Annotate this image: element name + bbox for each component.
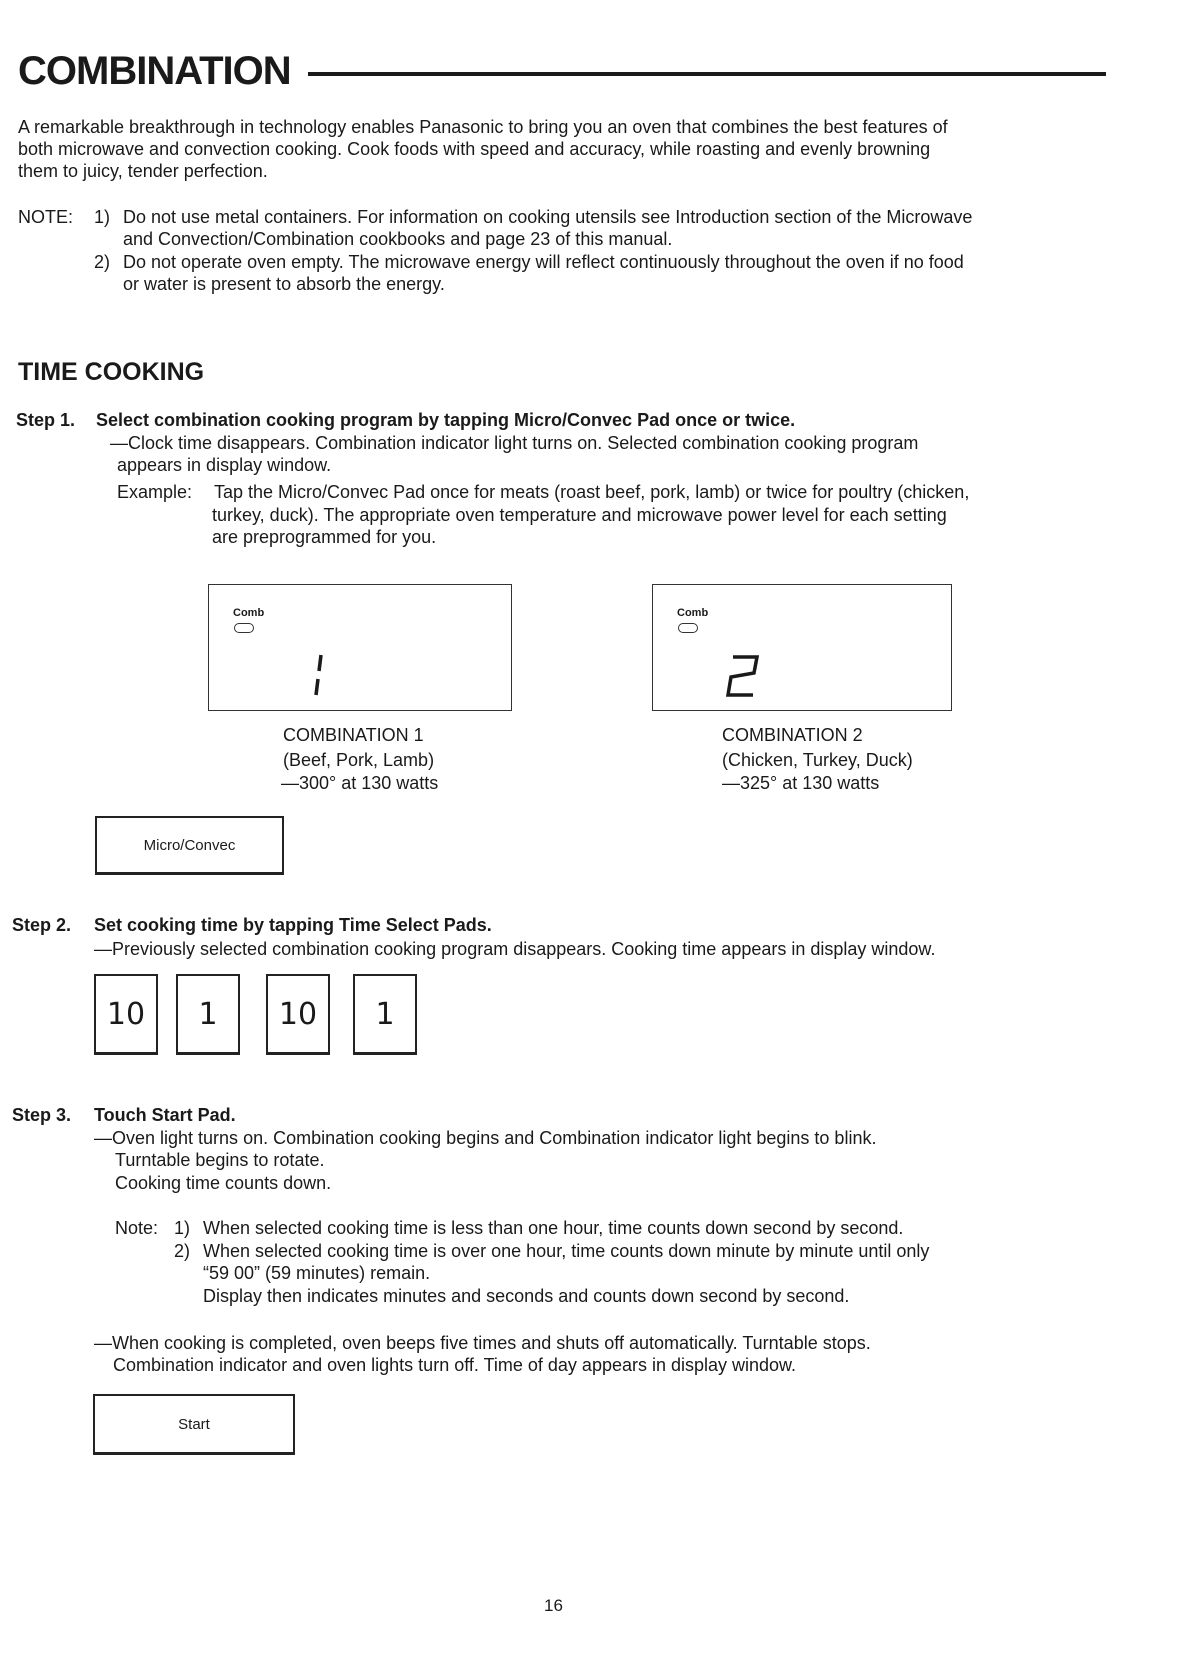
note-line: “59 00” (59 minutes) remain.	[203, 1263, 431, 1283]
display-caption: —300° at 130 watts	[281, 773, 439, 793]
intro-line: both microwave and convection cooking. Cook foods with speed and accuracy, while roasting and evenly browning	[18, 139, 931, 159]
example-text: Tap the Micro/Convec Pad once for meats (roast beef, pork, lamb) or twice for poultry (chicken,	[214, 482, 970, 502]
step-text: Cooking time counts down.	[115, 1173, 332, 1193]
page-title: COMBINATION	[18, 49, 291, 93]
note-number: 2)	[94, 252, 111, 272]
display-caption: COMBINATION 1	[283, 725, 424, 745]
comb-indicator-light	[234, 623, 254, 633]
note-label: NOTE:	[18, 207, 74, 227]
segment-digit-1	[299, 651, 339, 699]
note-line: and Convection/Combination cookbooks and page 23 of this manual.	[123, 229, 673, 249]
note-label: Note:	[115, 1218, 159, 1238]
time-select-pad-1[interactable]: 1	[353, 974, 417, 1055]
section-heading: TIME COOKING	[18, 358, 205, 386]
step-text: Turntable begins to rotate.	[115, 1150, 325, 1170]
note-number: 1)	[94, 207, 111, 227]
comb-indicator-label: Comb	[677, 607, 709, 619]
note-number: 2)	[174, 1241, 191, 1261]
display-caption: (Chicken, Turkey, Duck)	[722, 750, 913, 770]
start-pad[interactable]: Start	[93, 1394, 295, 1455]
intro-line: them to juicy, tender perfection.	[18, 161, 268, 181]
step-label: Step 3.	[12, 1105, 72, 1125]
note-line: Display then indicates minutes and seconds and counts down second by second.	[203, 1286, 850, 1306]
step-text: —Previously selected combination cooking program disappears. Cooking time appears in display window.	[94, 939, 936, 959]
segment-digit-2	[723, 651, 767, 699]
page-number: 16	[544, 1596, 563, 1615]
step-text: —Oven light turns on. Combination cooking begins and Combination indicator light begins to blink.	[94, 1128, 877, 1148]
step-heading: Select combination cooking program by tapping Micro/Convec Pad once or twice.	[96, 410, 796, 430]
display-caption: COMBINATION 2	[722, 725, 863, 745]
note-line: or water is present to absorb the energy.	[123, 274, 445, 294]
step-text: —Clock time disappears. Combination indicator light turns on. Selected combination cooking program	[110, 433, 919, 453]
step-text: —When cooking is completed, oven beeps five times and shuts off automatically. Turntable stops.	[94, 1333, 871, 1353]
display-window-1	[208, 584, 512, 711]
step-text: Combination indicator and oven lights turn off. Time of day appears in display window.	[113, 1355, 797, 1375]
time-select-pad-10[interactable]: 10	[94, 974, 158, 1055]
display-caption: (Beef, Pork, Lamb)	[283, 750, 435, 770]
comb-indicator-light	[678, 623, 698, 633]
step-heading: Touch Start Pad.	[94, 1105, 236, 1125]
note-line: When selected cooking time is over one hour, time counts down minute by minute until only	[203, 1241, 930, 1261]
micro-convec-pad[interactable]: Micro/Convec	[95, 816, 284, 875]
title-rule	[308, 72, 1106, 76]
note-line: Do not use metal containers. For information on cooking utensils see Introduction section of the Microwave	[123, 207, 973, 227]
step-text: appears in display window.	[117, 455, 332, 475]
example-text: are preprogrammed for you.	[212, 527, 437, 547]
note-line: Do not operate oven empty. The microwave energy will reflect continuously throughout the oven if no food	[123, 252, 964, 272]
step-label: Step 2.	[12, 915, 72, 935]
note-number: 1)	[174, 1218, 191, 1238]
step-label: Step 1.	[16, 410, 76, 430]
note-line: When selected cooking time is less than one hour, time counts down second by second.	[203, 1218, 904, 1238]
time-select-pad-10[interactable]: 10	[266, 974, 330, 1055]
display-window-2	[652, 584, 952, 711]
time-select-pad-1[interactable]: 1	[176, 974, 240, 1055]
step-heading: Set cooking time by tapping Time Select Pads.	[94, 915, 492, 935]
intro-line: A remarkable breakthrough in technology enables Panasonic to bring you an oven that combines the best features of	[18, 117, 948, 137]
display-caption: —325° at 130 watts	[722, 773, 880, 793]
example-label: Example:	[117, 482, 193, 502]
comb-indicator-label: Comb	[233, 607, 265, 619]
example-text: turkey, duck). The appropriate oven temperature and microwave power level for each setting	[212, 505, 947, 525]
